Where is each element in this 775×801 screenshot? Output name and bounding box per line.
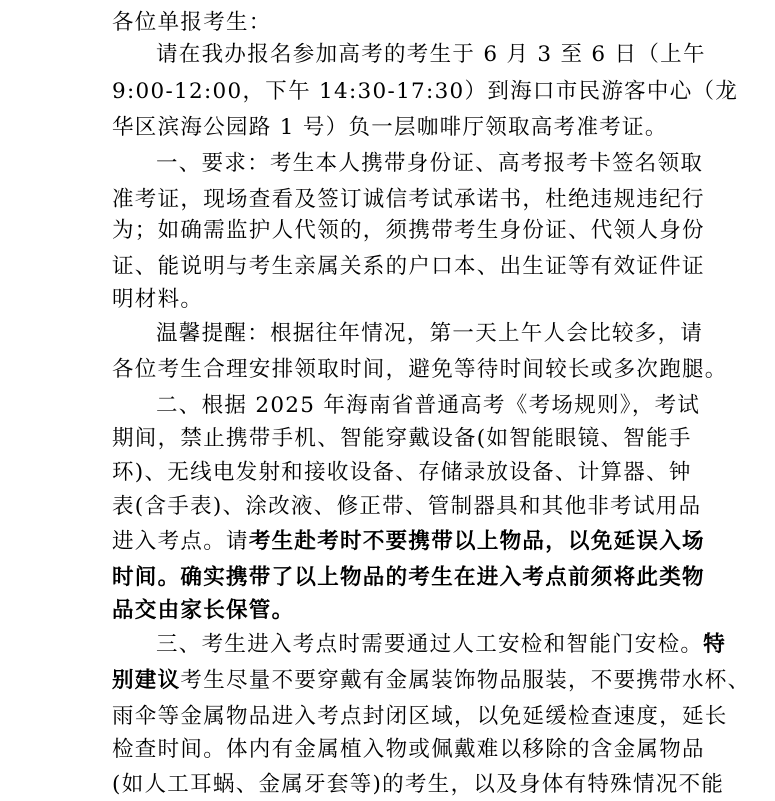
rules-line-1: 二、根据 2025 年海南省普通高考《考场规则》，考试 <box>156 393 701 418</box>
security-line-5: (如人工耳蜗、金属牙套等)的考生，以及身体有特殊情况不能 <box>112 772 725 797</box>
intro-line-2: 9:00-12:00，下午 14:30-17:30）到海口市民游客中心（龙 <box>112 79 739 104</box>
requirement-line-3: 为；如确需监护人代领的，须携带考生身份证、代领人身份 <box>112 218 705 243</box>
requirement-line-4: 证、能说明与考生亲属关系的户口本、出生证等有效证件证 <box>112 254 705 279</box>
security-line-1-bold: 特 <box>703 632 727 657</box>
reminder-line-2: 各位考生合理安排领取时间，避免等待时间较长或多次跑腿。 <box>112 357 728 382</box>
rules-line-4: 表(含手表)、涂改液、修正带、管制器具和其他非考试用品 <box>112 494 702 519</box>
intro-line-1: 请在我办报名参加高考的考生于 6 月 3 至 6 日（上午 <box>156 42 706 67</box>
security-line-1-normal: 三、考生进入考点时需要通过人工安检和智能门安检。 <box>156 632 704 657</box>
reminder-line-1: 温馨提醒：根据往年情况，第一天上午人会比较多，请 <box>156 321 704 346</box>
rules-line-5 <box>112 525 705 558</box>
security-line-4: 检查时间。体内有金属植入物或佩戴难以移除的含金属物品 <box>112 737 705 762</box>
rules-line-7: 品交由家长保管。 <box>112 598 295 623</box>
security-line-1 <box>156 628 727 661</box>
rules-line-2: 期间，禁止携带手机、智能穿戴设备(如智能眼镜、智能手 <box>112 426 692 451</box>
security-line-2-bold: 别建议 <box>112 668 181 693</box>
rules-line-6: 时间。确实携带了以上物品的考生在进入考点前须将此类物 <box>112 565 705 590</box>
requirement-line-1: 一、要求：考生本人携带身份证、高考报考卡签名领取 <box>156 151 704 176</box>
rules-line-5-bold: 考生赴考时不要携带以上物品，以免延误入场 <box>248 529 705 554</box>
rules-line-5-normal: 进入考点。请 <box>112 529 249 554</box>
requirement-line-2: 准考证，现场查看及签订诚信考试承诺书，杜绝违规违纪行 <box>112 187 705 212</box>
rules-line-3: 环)、无线电发射和接收设备、存储录放设备、计算器、钟 <box>112 460 692 485</box>
intro-line-3: 华区滨海公园路 1 号）负一层咖啡厅领取高考准考证。 <box>112 115 668 140</box>
security-line-2-normal: 考生尽量不要穿戴有金属装饰物品服装，不要携带水杯、 <box>180 668 751 693</box>
requirement-line-5: 明材料。 <box>112 287 204 312</box>
security-line-2 <box>112 664 751 697</box>
security-line-3: 雨伞等金属物品进入考点封闭区域，以免延缓检查速度，延长 <box>112 704 728 729</box>
salutation: 各位单报考生： <box>112 10 272 35</box>
